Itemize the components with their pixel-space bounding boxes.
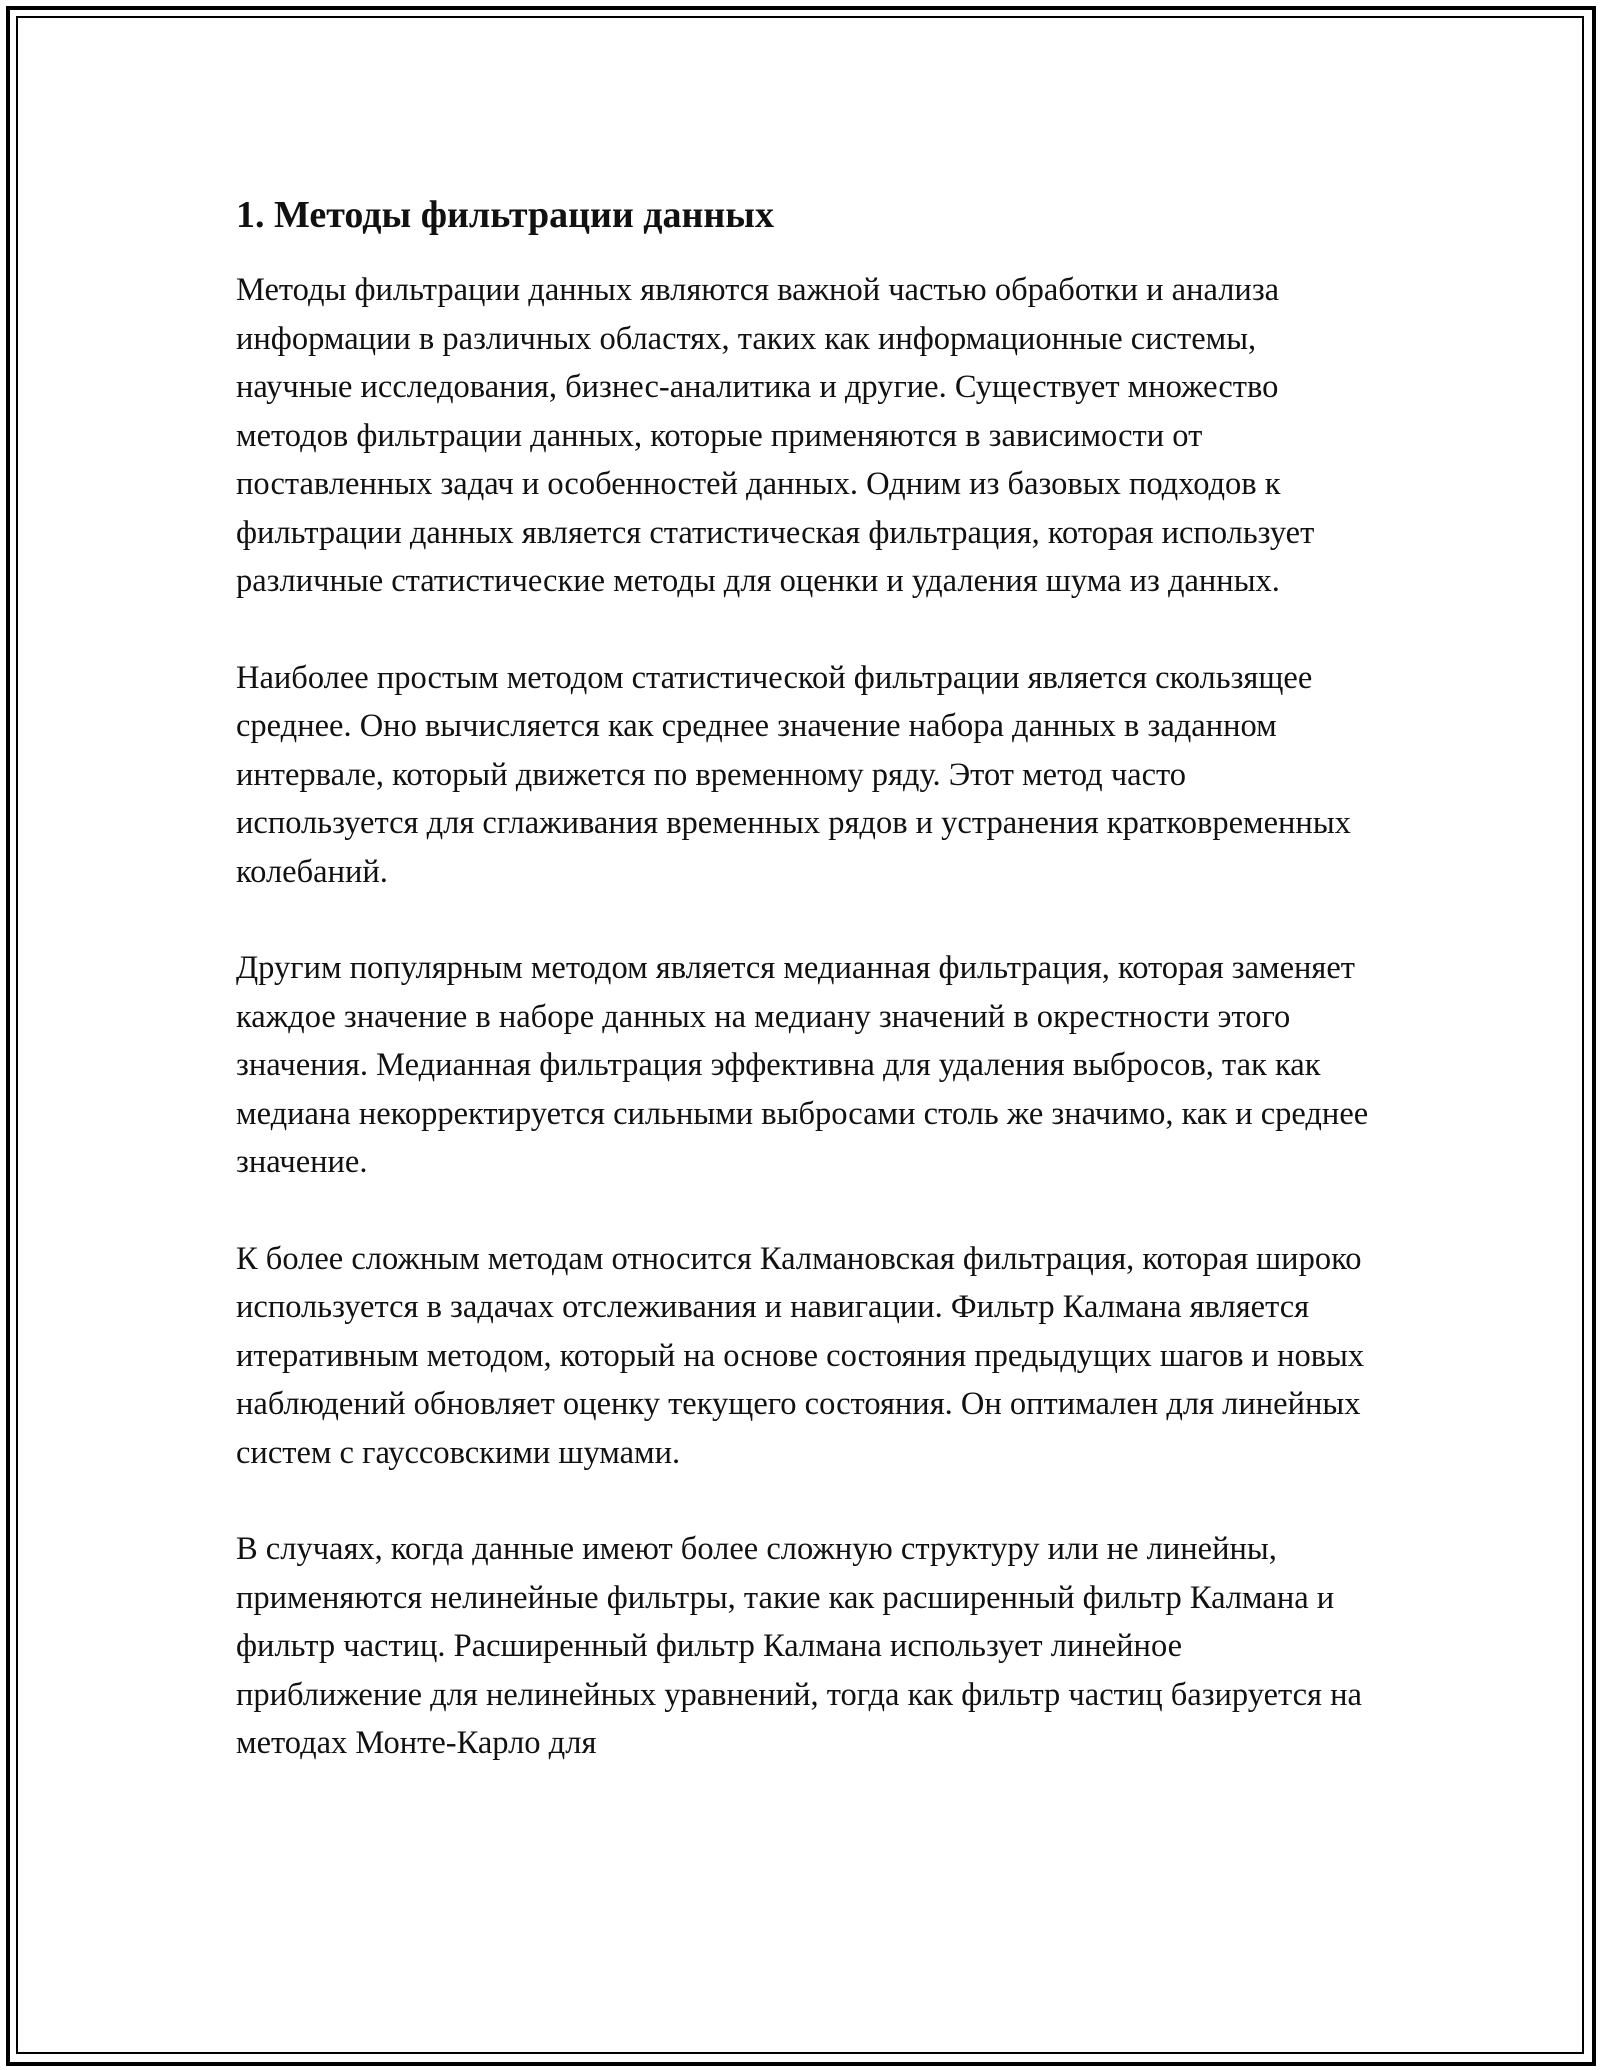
section-heading: 1. Методы фильтрации данных bbox=[236, 194, 774, 236]
paragraph-nonlinear-filters: В случаях, когда данные имеют более сложную структуру или не линейны, применяются нелинейные фильтры, такие как расширенный фильтр Калмана и фильтр частиц. Расширенный фильтр Калмана использует линейное приближение для нелинейных уравнений, тогда как фильтр частиц базируется на методах Монте-Карло для bbox=[236, 1531, 1362, 1761]
paragraph-kalman-filter: К более сложным методам относится Калмановская фильтрация, которая широко используется в задачах отслеживания и навигации. Фильтр Калмана является итеративным методом, который на основе состояния предыдущих шагов и новых наблюдений обновляет оценку текущего состояния. Он оптимален для линейных систем с гауссовскими шумами. bbox=[236, 1240, 1365, 1471]
document-body bbox=[236, 186, 1376, 1816]
paragraph-intro: Методы фильтрации данных являются важной частью обработки и анализа информации в различных областях, таких как информационные системы, научные исследования, бизнес-аналитика и другие. Существует множество методов фильтрации данных, которые применяются в зависимости от поставленных задач и особенностей данных. Одним из базовых подходов к фильтрации данных является статистическая фильтрация, которая использует различные статистические методы для оценки и удаления шума из данных. bbox=[236, 272, 1315, 599]
paragraph-moving-average: Наиболее простым методом статистической фильтрации является скользящее среднее. Оно вычисляется как среднее значение набора данных в заданном интервале, который движется по временному ряду. Этот метод часто используется для сглаживания временных рядов и устранения кратковременных колебаний. bbox=[236, 659, 1351, 890]
paragraph-median-filter: Другим популярным методом является медианная фильтрация, которая заменяет каждое значение в наборе данных на медиану значений в окрестности этого значения. Медианная фильтрация эффективна для удаления выбросов, так как медиана некорректируется сильными выбросами столь же значимо, как и среднее значение. bbox=[236, 950, 1369, 1180]
